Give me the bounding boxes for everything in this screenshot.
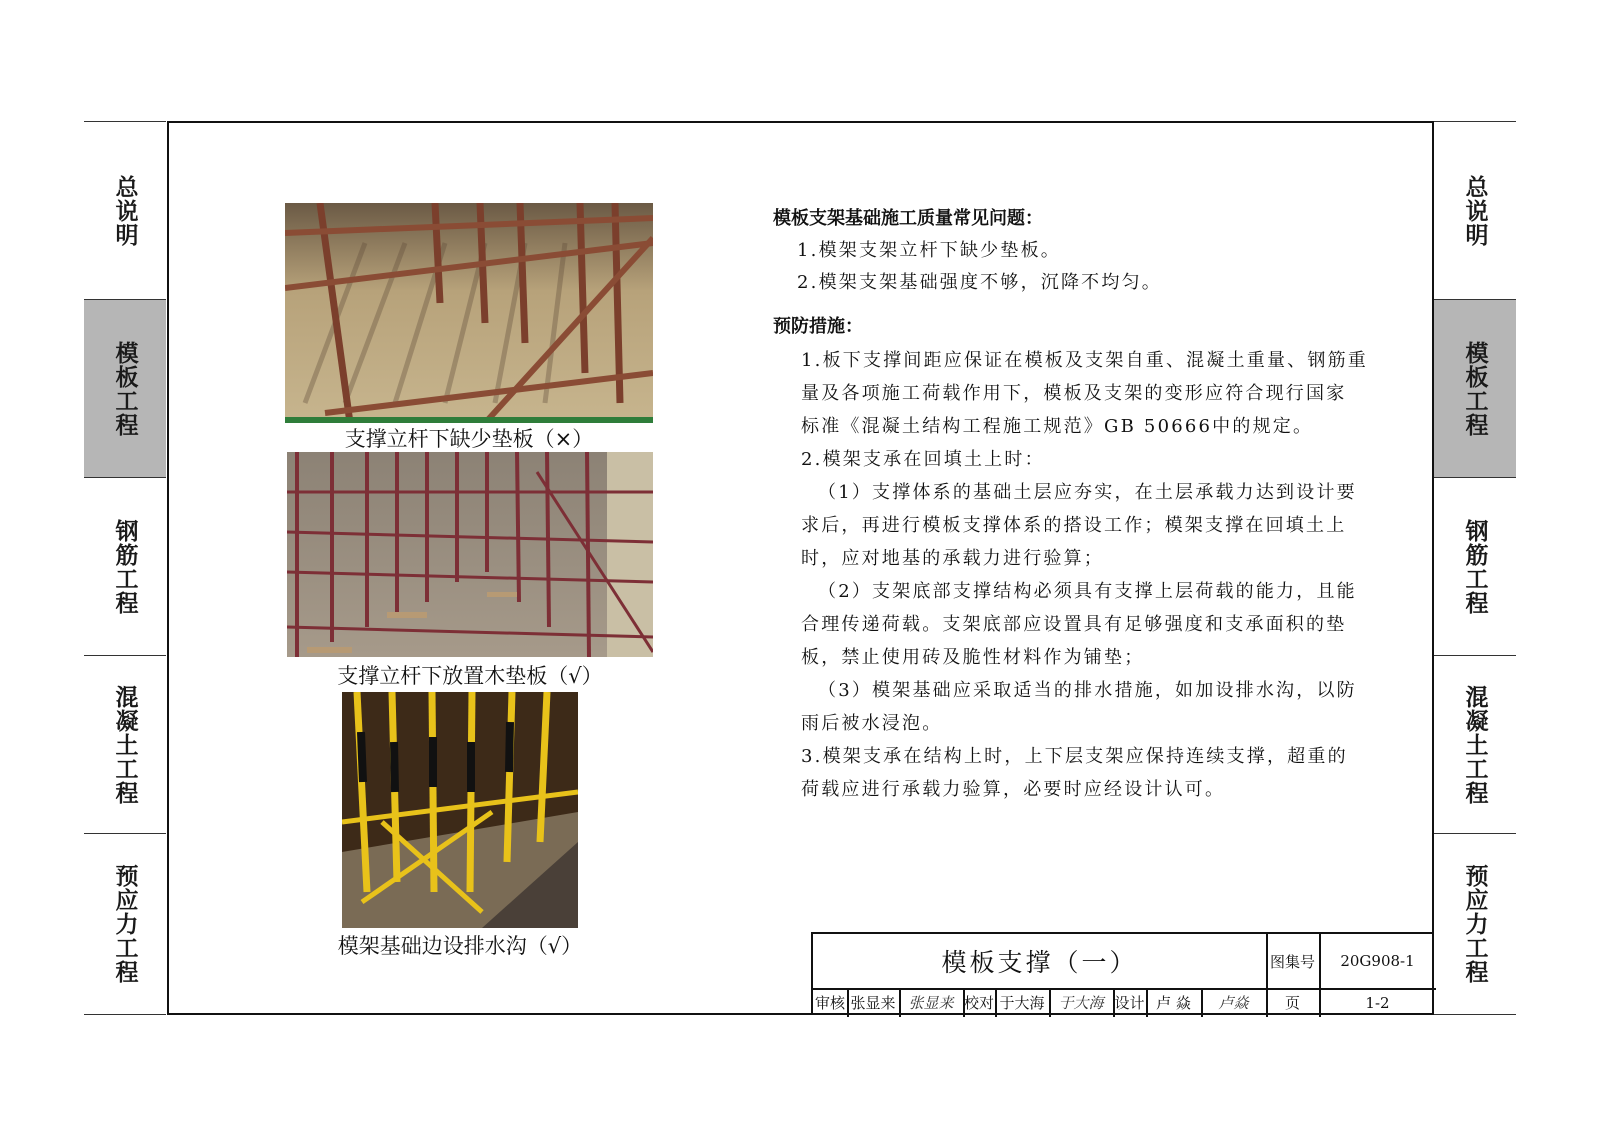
title-block: [811, 932, 1434, 1015]
measure-line: 荷载应进行承载力验算，必要时应经设计认可。: [801, 779, 1226, 800]
checker-name: 于大海: [999, 994, 1045, 1012]
tab-rebar-right[interactable]: [1434, 477, 1516, 655]
measure-line: 雨后被水浸泡。: [801, 713, 943, 734]
tab-concrete-right[interactable]: [1434, 655, 1516, 833]
tab-formwork[interactable]: [84, 299, 166, 477]
photo-wood-pad: [287, 452, 653, 657]
page-label: 页: [1284, 994, 1300, 1012]
tab-label: 模板工程: [111, 340, 138, 437]
page-number: 1-2: [1365, 993, 1390, 1012]
atlas-number: 20G908-1: [1340, 952, 1415, 970]
checker-signature: 于大海: [1058, 994, 1104, 1012]
measure-line: 3.模架支承在结构上时，上下层支架应保持连续支撑，超重的: [801, 746, 1348, 767]
tab-label: 预应力工程: [1461, 864, 1488, 984]
measure-line: 时，应对地基的承载力进行验算；: [801, 548, 1104, 569]
tab-prestress-right[interactable]: [1434, 833, 1516, 1015]
design-label: 设计: [1114, 994, 1145, 1012]
tab-label: 钢筋工程: [1461, 518, 1488, 615]
tab-label: 混凝土工程: [111, 684, 138, 805]
measure-line: 求后，再进行模板支撑体系的搭设工作；模架支撑在回填土上: [801, 515, 1347, 536]
tab-general[interactable]: [84, 121, 166, 299]
measure-line: （1）支撑体系的基础土层应夯实，在土层承载力达到设计要: [818, 482, 1357, 503]
measure-line: 2.模架支承在回填土上时：: [801, 449, 1045, 470]
check-label: 校对: [963, 994, 994, 1012]
reviewer-signature: 张显来: [908, 994, 954, 1012]
tab-rebar[interactable]: [84, 477, 166, 655]
atlas-label: 图集号: [1269, 952, 1315, 971]
photo-drain-ditch: [342, 692, 578, 928]
tab-label: 混凝土工程: [1461, 684, 1488, 805]
measure-line: 标准《混凝土结构工程施工规范》GB 50666中的规定。: [801, 416, 1314, 437]
tab-prestress[interactable]: [84, 833, 166, 1015]
measure-line: （3）模架基础应采取适当的排水措施，如加设排水沟，以防: [818, 680, 1357, 701]
measure-line: 1.板下支撑间距应保证在模板及支架自重、混凝土重量、钢筋重: [801, 350, 1368, 371]
tab-concrete[interactable]: [84, 655, 166, 833]
measure-line: （2）支架底部支撑结构必须具有支撑上层荷载的能力，且能: [818, 581, 1357, 602]
designer-signature: 卢焱: [1218, 994, 1249, 1012]
left-tab-column: [84, 121, 166, 1015]
photo-missing-pad: [285, 203, 653, 423]
problem-item: 1.模架支架立杆下缺少垫板。: [797, 240, 1061, 261]
measure-line: 板，禁止使用砖及脆性材料作为铺垫；: [801, 647, 1145, 668]
tab-label: 模板工程: [1461, 340, 1488, 437]
problem-item: 2.模架支架基础强度不够，沉降不均匀。: [797, 272, 1162, 293]
tab-label: 预应力工程: [111, 864, 138, 984]
tab-label: 总说明: [111, 174, 138, 247]
photo-caption: 模架基础边设排水沟（√）: [337, 934, 583, 958]
measure-line: 合理传递荷载。支架底部应设置具有足够强度和支承面积的垫: [801, 614, 1347, 635]
measure-line: 量及各项施工荷载作用下，模板及支架的变形应符合现行国家: [801, 383, 1347, 404]
tab-formwork-right[interactable]: [1434, 299, 1516, 477]
reviewer-name: 张显来: [850, 994, 896, 1012]
problems-heading: 模板支架基础施工质量常见问题：: [773, 208, 1043, 229]
tab-label: 钢筋工程: [111, 518, 138, 615]
photo-caption: 支撑立杆下放置木垫板（√）: [337, 664, 603, 688]
designer-name: 卢 焱: [1156, 994, 1191, 1012]
drawing-title: 模板支撑（一）: [941, 948, 1138, 977]
tab-label: 总说明: [1461, 174, 1488, 247]
review-label: 审核: [814, 994, 845, 1012]
tab-general-right[interactable]: [1434, 121, 1516, 299]
measures-heading: 预防措施：: [773, 316, 863, 337]
photo-caption: 支撑立杆下缺少垫板（×）: [344, 427, 594, 451]
right-tab-column: [1434, 121, 1516, 1015]
